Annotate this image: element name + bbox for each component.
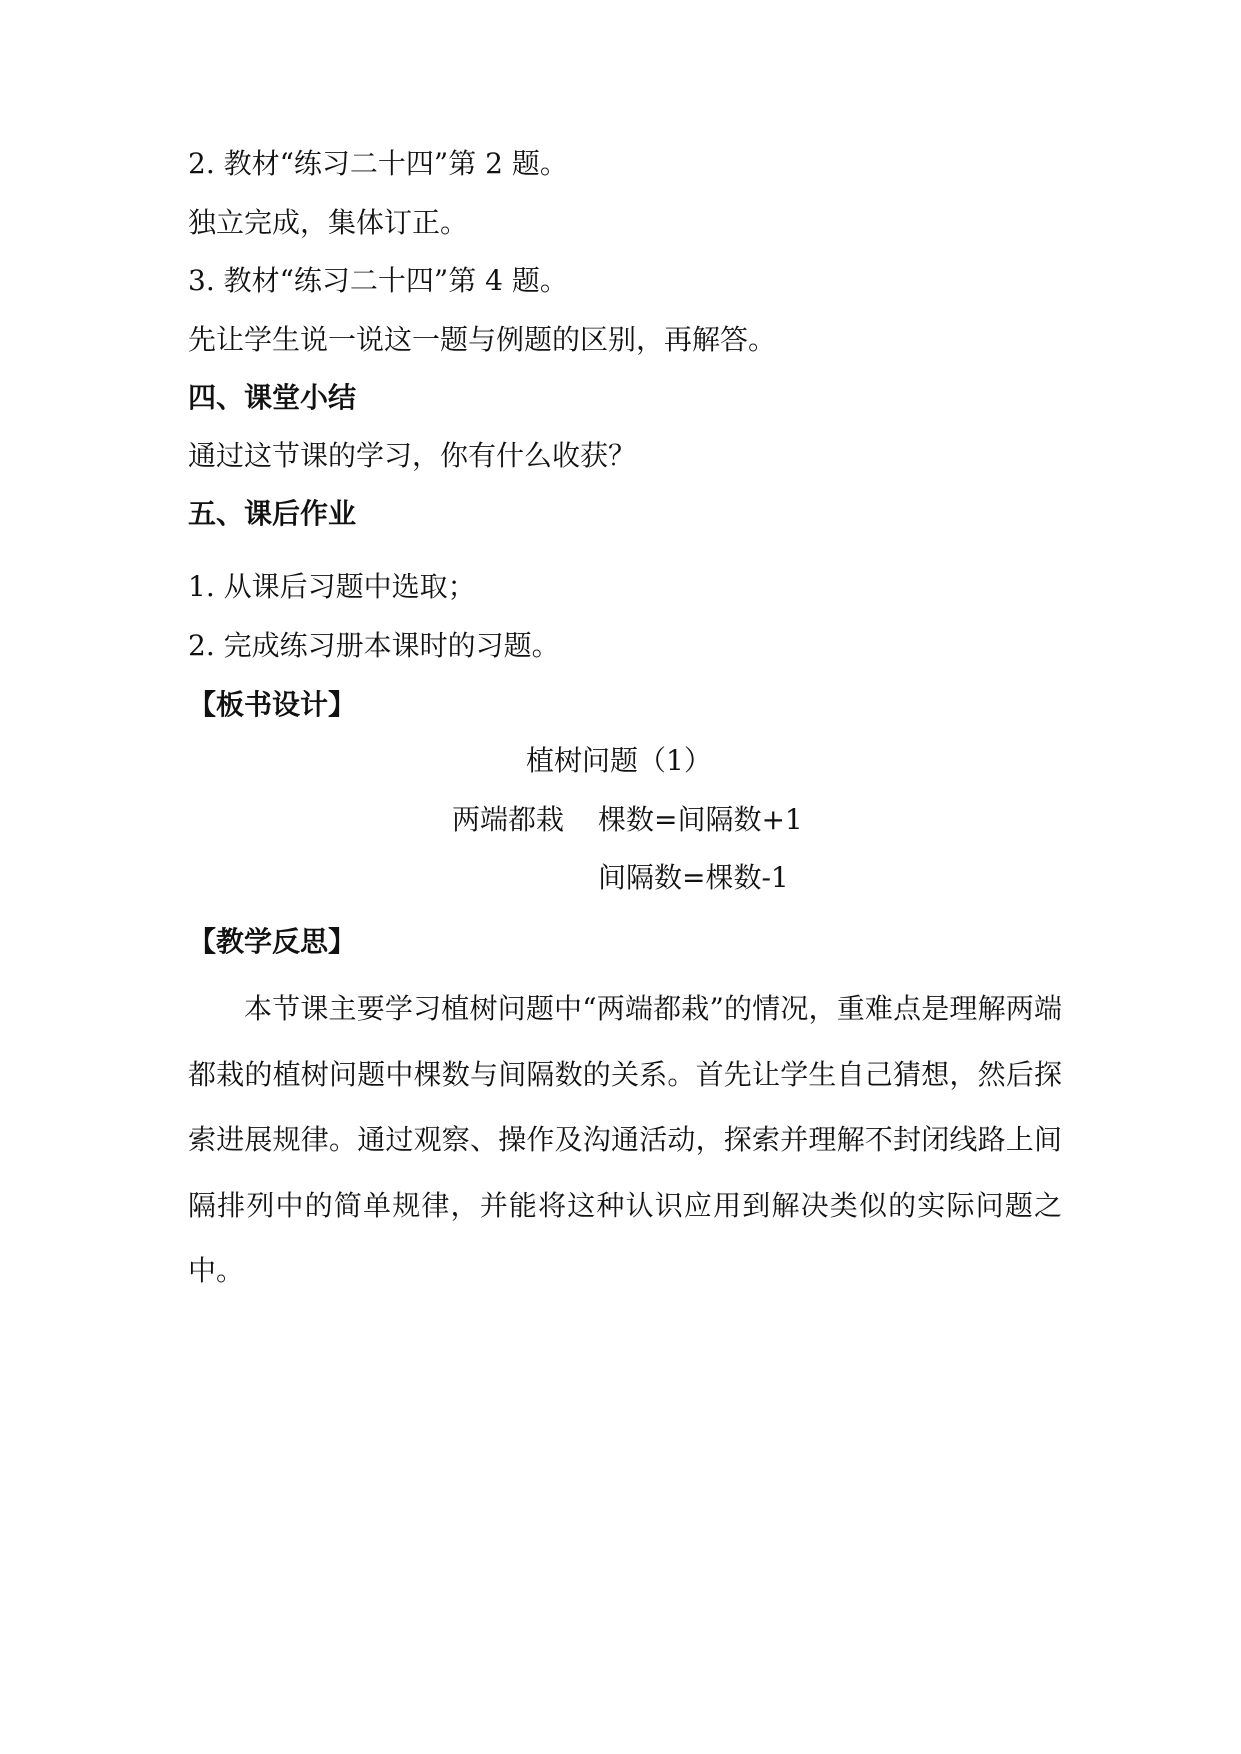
reflection-body: 本节课主要学习植树问题中“两端都栽”的情况，重难点是理解两端都栽的植树问题中棵数与间隔数的关系。首先让学生自己猜想，然后探索进展规律。通过观察、操作及沟通活动，探索并理解不封闭线路上间隔排列中的简单规律，并能将这种认识应用到解决类似的实际问题之中。 xyxy=(188,992,1062,1287)
board-formula-1: 棵数=间隔数+1 xyxy=(598,803,803,836)
summary-question: 通过这节课的学习，你有什么收获？ xyxy=(188,439,637,472)
homework-heading: 五、课后作业 xyxy=(188,497,357,530)
exercise-item-2: 2. 教材“练习二十四”第 2 题。 xyxy=(188,147,568,180)
exercise-item-2-instruction: 独立完成，集体订正。 xyxy=(188,206,469,239)
board-formula-2: 间隔数=棵数-1 xyxy=(598,861,789,894)
board-case-label: 两端都栽 xyxy=(452,803,565,836)
board-design-heading: 【板书设计】 xyxy=(188,688,357,721)
exercise-item-3-instruction: 先让学生说一说这一题与例题的区别，再解答。 xyxy=(188,323,777,356)
homework-item-2: 2. 完成练习册本课时的习题。 xyxy=(188,629,560,662)
reflection-paragraph xyxy=(188,976,1062,1304)
exercise-item-3: 3. 教材“练习二十四”第 4 题。 xyxy=(188,264,568,297)
homework-item-1: 1. 从课后习题中选取； xyxy=(188,570,476,603)
reflection-heading: 【教学反思】 xyxy=(188,925,357,958)
summary-heading: 四、课堂小结 xyxy=(188,381,357,414)
board-title: 植树问题（1） xyxy=(526,744,712,777)
